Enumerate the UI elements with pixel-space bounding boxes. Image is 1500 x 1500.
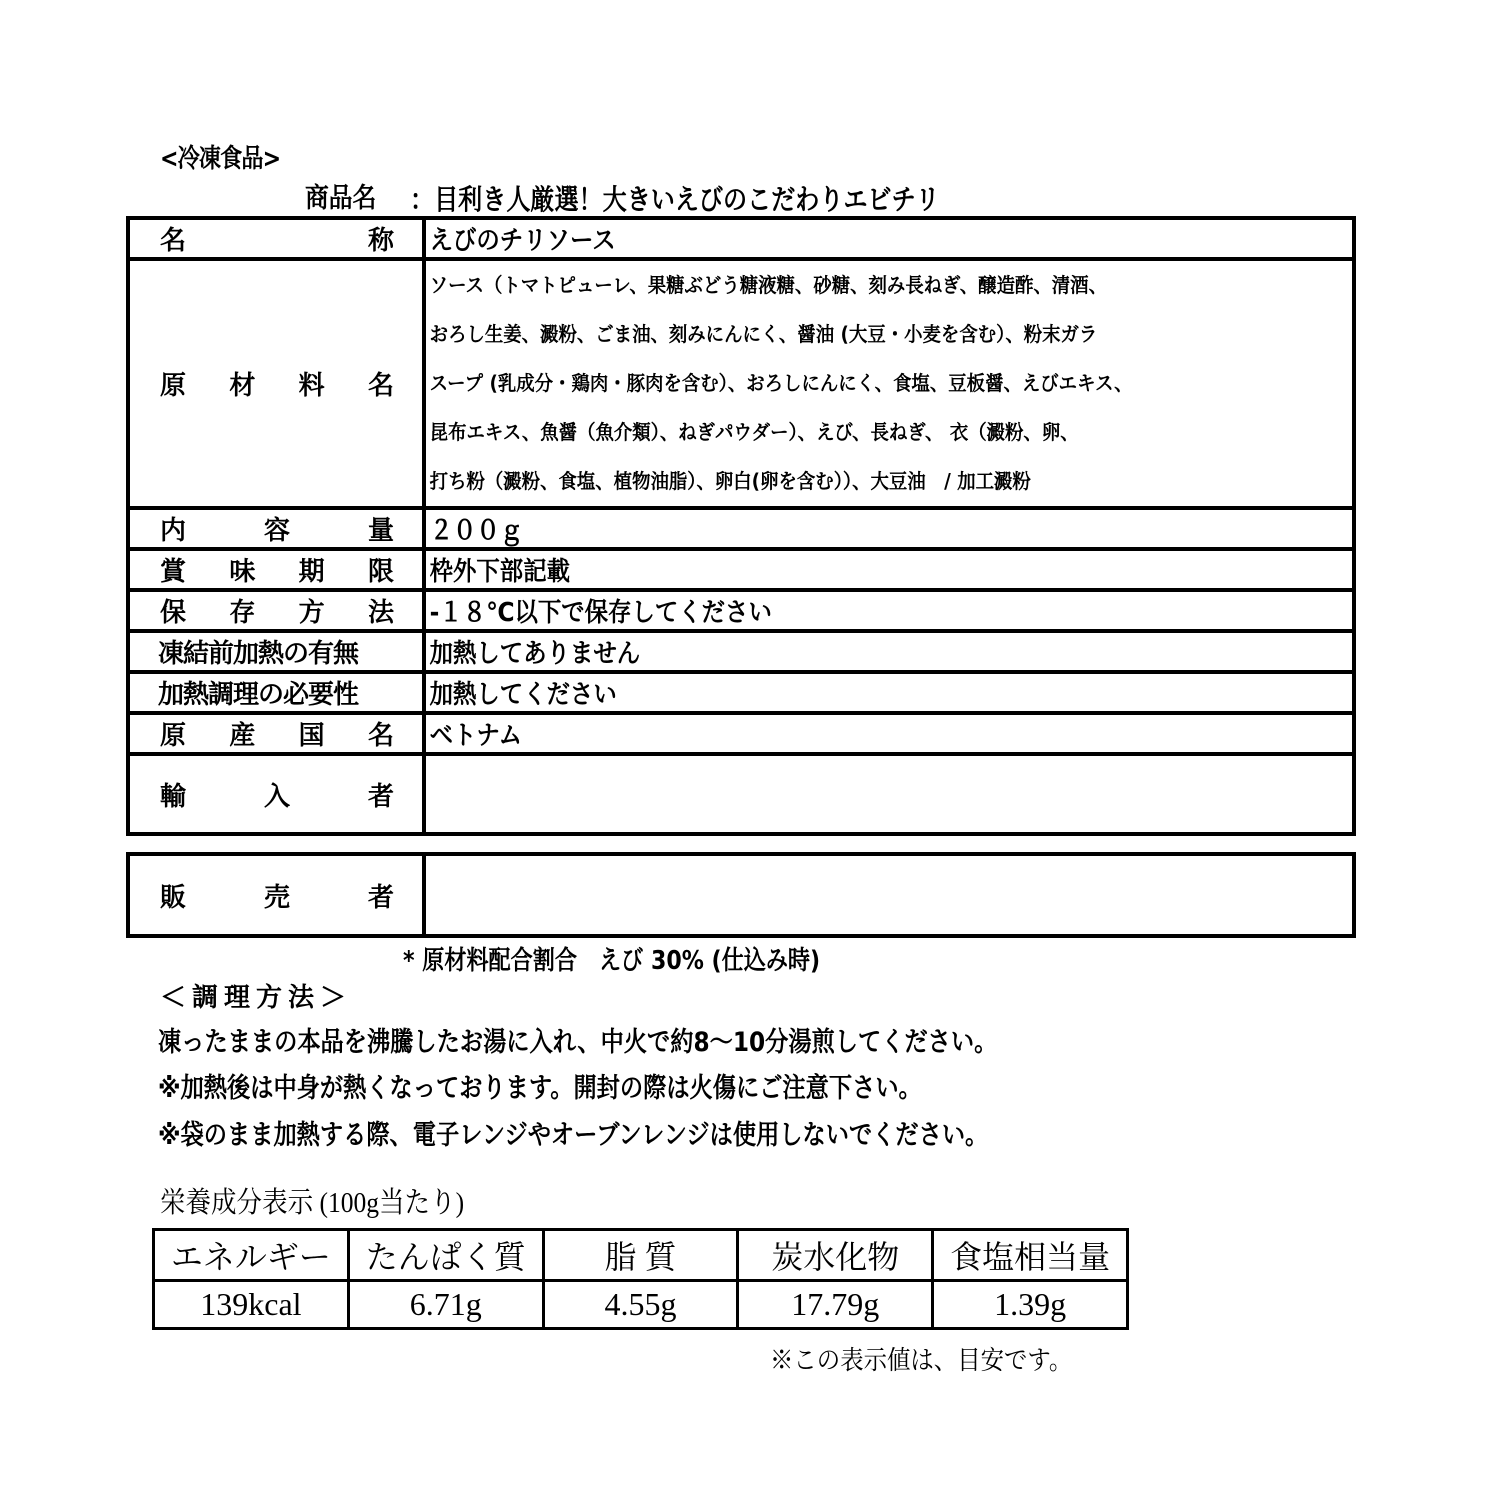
row-label: 凍結前加熱の有無 [158,639,359,669]
row-value: 加熱してください [429,680,617,710]
nutrition-value: 6.71g [348,1281,543,1329]
nutrition-header: たんぱく質 [348,1230,543,1281]
category-label: <冷凍食品> [160,144,281,174]
nutrition-footnote: ※この表示値は、目安です。 [770,1346,1073,1375]
product-name-label: 商品名 [305,183,377,214]
row-label: 賞 味 期 限 [160,557,394,587]
seller-table [126,852,1356,938]
food-label-table [126,216,1356,836]
row-label: 原 材 料 名 [160,371,394,401]
cooking-caution: ※加熱後は中身が熱くなっております。開封の際は火傷にご注意下さい。 [158,1073,922,1104]
row-value: ベトナム [429,721,523,751]
nutrition-header: 炭水化物 [738,1230,933,1281]
row-value: 加熱してありません [429,639,641,669]
row-label: 販 売 者 [160,882,394,913]
nutrition-value: 17.79g [738,1281,933,1329]
table-row-preheated [128,631,1354,672]
table-row-best-before [128,549,1354,590]
table-row-heating-required [128,672,1354,713]
cooking-caution: ※袋のまま加熱する際、電子レンジやオーブンレンジは使用しないでください。 [158,1120,989,1151]
cooking-title: ＜調理方法＞ [160,983,353,1013]
nutrition-value: 139kcal [154,1281,349,1329]
ingredients-list: ソース（トマトピューレ、果糖ぶどう糖液糖、砂糖、刻み長ねぎ、醸造酢、清酒、 おろし生姜、澱粉、ごま油、刻みにんにく、醤油 (大豆・小麦を含む）、粉末ガラ スープ (乳成分・鶏肉・豚肉を含む）、おろしにんにく、食塩、豆板醤、えびエキス、 昆布エキス、魚醤（魚介類）、ねぎパウダー）、えび、長ねぎ、 衣（澱粉、卵、 打ち粉（澱粉、食塩、植物油脂）、卵白(卵を含む））、大豆油 / 加工澱粉 [429,273,1133,493]
row-label: 加熱調理の必要性 [158,680,359,710]
row-value: えびのチリソース [429,226,616,256]
nutrition-header: 脂 質 [543,1230,738,1281]
product-name-value: ：目利き人厳選！大きいえびのこだわりエビチリ [410,183,940,216]
row-label: 原 産 国 名 [160,721,394,751]
row-label: 保 存 方 法 [160,598,394,628]
row-value: -１８℃以下で保存してください [429,598,772,628]
table-row-ingredients [128,259,1354,508]
nutrition-value: 4.55g [543,1281,738,1329]
row-label: 内 容 量 [160,516,394,546]
nutrition-title: 栄養成分表示 (100g当たり) [160,1187,465,1219]
table-row-name [128,218,1354,259]
table-row-seller [128,854,1354,936]
table-row-net-weight [128,508,1354,549]
nutrition-header-row [154,1230,1128,1281]
row-label: 輸 入 者 [160,781,394,812]
nutrition-header: 食塩相当量 [933,1230,1128,1281]
row-label: 名 称 [160,226,394,256]
nutrition-table [152,1228,1129,1330]
nutrition-value: 1.39g [933,1281,1128,1329]
nutrition-header: エネルギー [154,1230,349,1281]
table-row-importer [128,754,1354,834]
table-row-storage [128,590,1354,631]
nutrition-value-row [154,1281,1128,1329]
table-row-origin [128,713,1354,754]
row-value: ２００ｇ [429,516,524,546]
ingredient-ratio-note: * 原材料配合割合 えび 30% (仕込み時) [403,946,821,976]
row-value: 枠外下部記載 [429,557,571,587]
cooking-step: 凍ったままの本品を沸騰したお湯に入れ、中火で約8～10分湯煎してください。 [158,1027,998,1058]
